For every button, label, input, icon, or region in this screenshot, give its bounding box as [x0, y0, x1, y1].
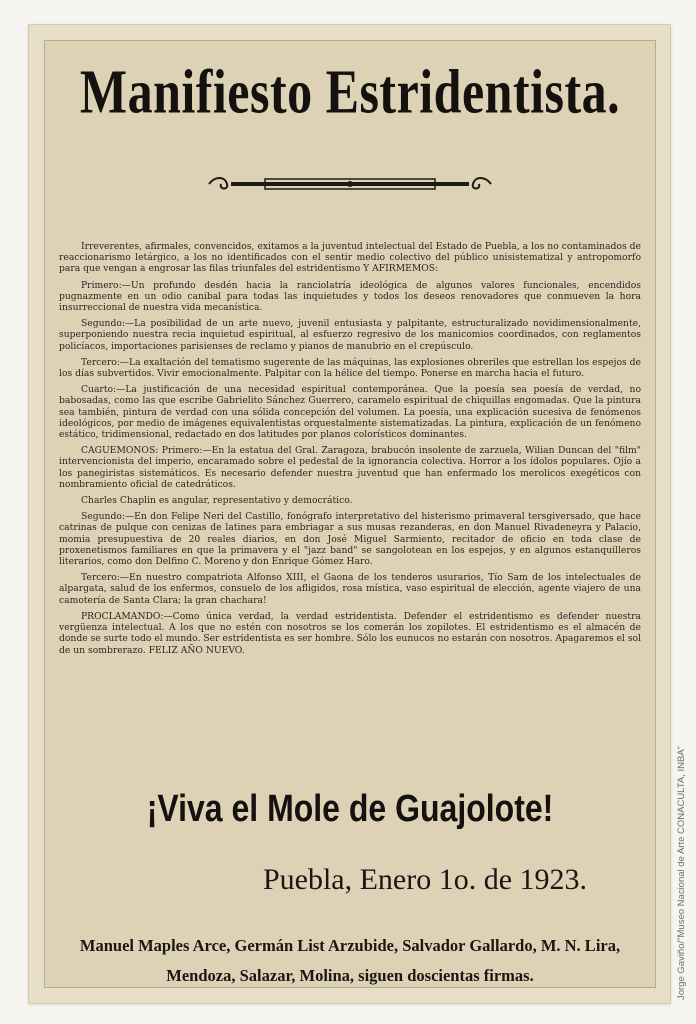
point-first-paragraph: Primero:—Un profundo desdén hacia la ranciolatría ideológica de algunos valores funcionales, encendidos pugnazmente en un odio canibal para todas las inquietudes y todos los deseos renovadores que conmueven la hora insurreccional de nuestra vida mecanística.: [59, 279, 641, 314]
caguemonos-paragraph: CAGUEMONOS: Primero:—En la estatua del Gral. Zaragoza, brabucón insolente de zarzuela, Wilian Duncan del "film" intervencionista del imperio, encaramado sobre el pedestal de la ignorancia colectiva. Horror a los ídolos populares. Ojío a los panegiristas sistemáticos. Es necesario defender nuestra juventud que han enfermado los merolicos exegéticos con nombramiento oficial de catedráticos.: [59, 445, 641, 490]
signatories-line-2: Mendoza, Salazar, Molina, siguen doscientas firmas.: [166, 966, 534, 985]
manifesto-title: Manifiesto Estridentista.: [79, 56, 621, 127]
ornament-divider-icon: [205, 175, 495, 193]
signatories-line-1: Manuel Maples Arce, Germán List Arzubide, Salvador Gallardo, M. N. Lira,: [79, 936, 621, 955]
point-second-paragraph: Segundo:—La posibilidad de un arte nuevo, juvenil entusiasta y palpitante, estructuralizado novidimensionalmente, superponiendo nuestra recia inquietud espiritual, al esfuerzo regresivo de los manicomios coordinados, con reglamentos policíacos, importaciones parisienses de reclamo y pianos de manubrio en el crepúsculo.: [59, 318, 641, 352]
signatories: [45, 931, 655, 991]
photo-credit: Jorge Gaviño/"Museo Nacional de Arte CONACULTA, INBA": [676, 745, 687, 1000]
caguemonos-third-paragraph: Tercero:—En nuestro compatriota Alfonso XIII, el Gaona de los tenderos usurarios, Tío Sam de los intelectuales de alpargata, salud de los enfermos, consuelo de los afligidos, rosa mística, vaso espiritual de elección, agente viajero de una camotería de Santa Clara; la gran chachara!: [59, 572, 641, 606]
manifesto-poster: [44, 40, 656, 988]
point-third-paragraph: Tercero:—La exaltación del tematismo sugerente de las máquinas, las explosiones obreriles que estrellan los espejos de los días subvertidos. Vivir emocionalmente. Palpitar con la hélice del tiempo. Ponerse en marcha hacia el futuro.: [59, 356, 641, 380]
chaplin-paragraph: Charles Chaplin es angular, representativo y democrático.: [81, 495, 353, 507]
intro-paragraph: Irreverentes, afirmales, convencidos, exitamos a la juventud intelectual del Estado de Puebla, a los no contaminados de reaccionarismo letárgico, a los no identificados con el sentir medio colectivo del público unisistematizal y antropomorfo para que vengan a engrosar las filas triunfales del estridentismo Y AFIRMEMOS:: [59, 241, 641, 275]
proclamando-paragraph: PROCLAMANDO:—Como única verdad, la verdad estridentista. Defender el estridentismo es defender nuestra vergüenza intelectual. A los que no estén con nosotros se los comerán los zopilotes. El estridentismo es el almacén de donde se surte todo el mundo. Ser estridentista es ser hombre. Sólo los eunucos no estarán con nosotros. Apagaremos el sol de un sombrerazo. FELIZ AÑO NUEVO.: [59, 610, 641, 656]
manifesto-body: [59, 241, 641, 661]
place-date: Puebla, Enero 1o. de 1923.: [262, 863, 588, 896]
caguemonos-second-paragraph: Segundo:—En don Felipe Neri del Castillo, fonógrafo interpretativo del histerismo primaveral tersgiversado, que hace catrinas de pulque con cenizas de latines para embriagar a sus musas rezanderas, en don Manuel Rivadeneyra y Palacio, momia presupuestiva de 20 reales diarios, en don José Miguel Sarmiento, recitador de oficio en toda clase de proxenetismos familiares en que la primavera y el "jazz band" se sangolotean en los espejos, y en algunos estanquilleros literarios, como don Delfino C. Moreno y don Enrique Gómez Haro.: [59, 511, 641, 568]
point-fourth-paragraph: Cuarto:—La justificación de una necesidad espiritual contemporánea. Que la poesía sea poesía de verdad, no babosadas, como las que escribe Gabrielito Sánchez Guerrero, caramelo espiritual de chiquillas engomadas. Que la pintura sea también, pintura de verdad con una sólida concepción del volumen. La poesía, una explicación sucesiva de fenómenos ideológicos, por medio de imágenes equivalentistas orquestalmente sistematizadas. La pintura, explicación de un fenómeno estático, tridimensional, redactado en dos latitudes por planos colorísticos dominantes.: [59, 384, 641, 441]
slogan-heading: ¡Viva el Mole de Guajolote!: [146, 786, 554, 830]
